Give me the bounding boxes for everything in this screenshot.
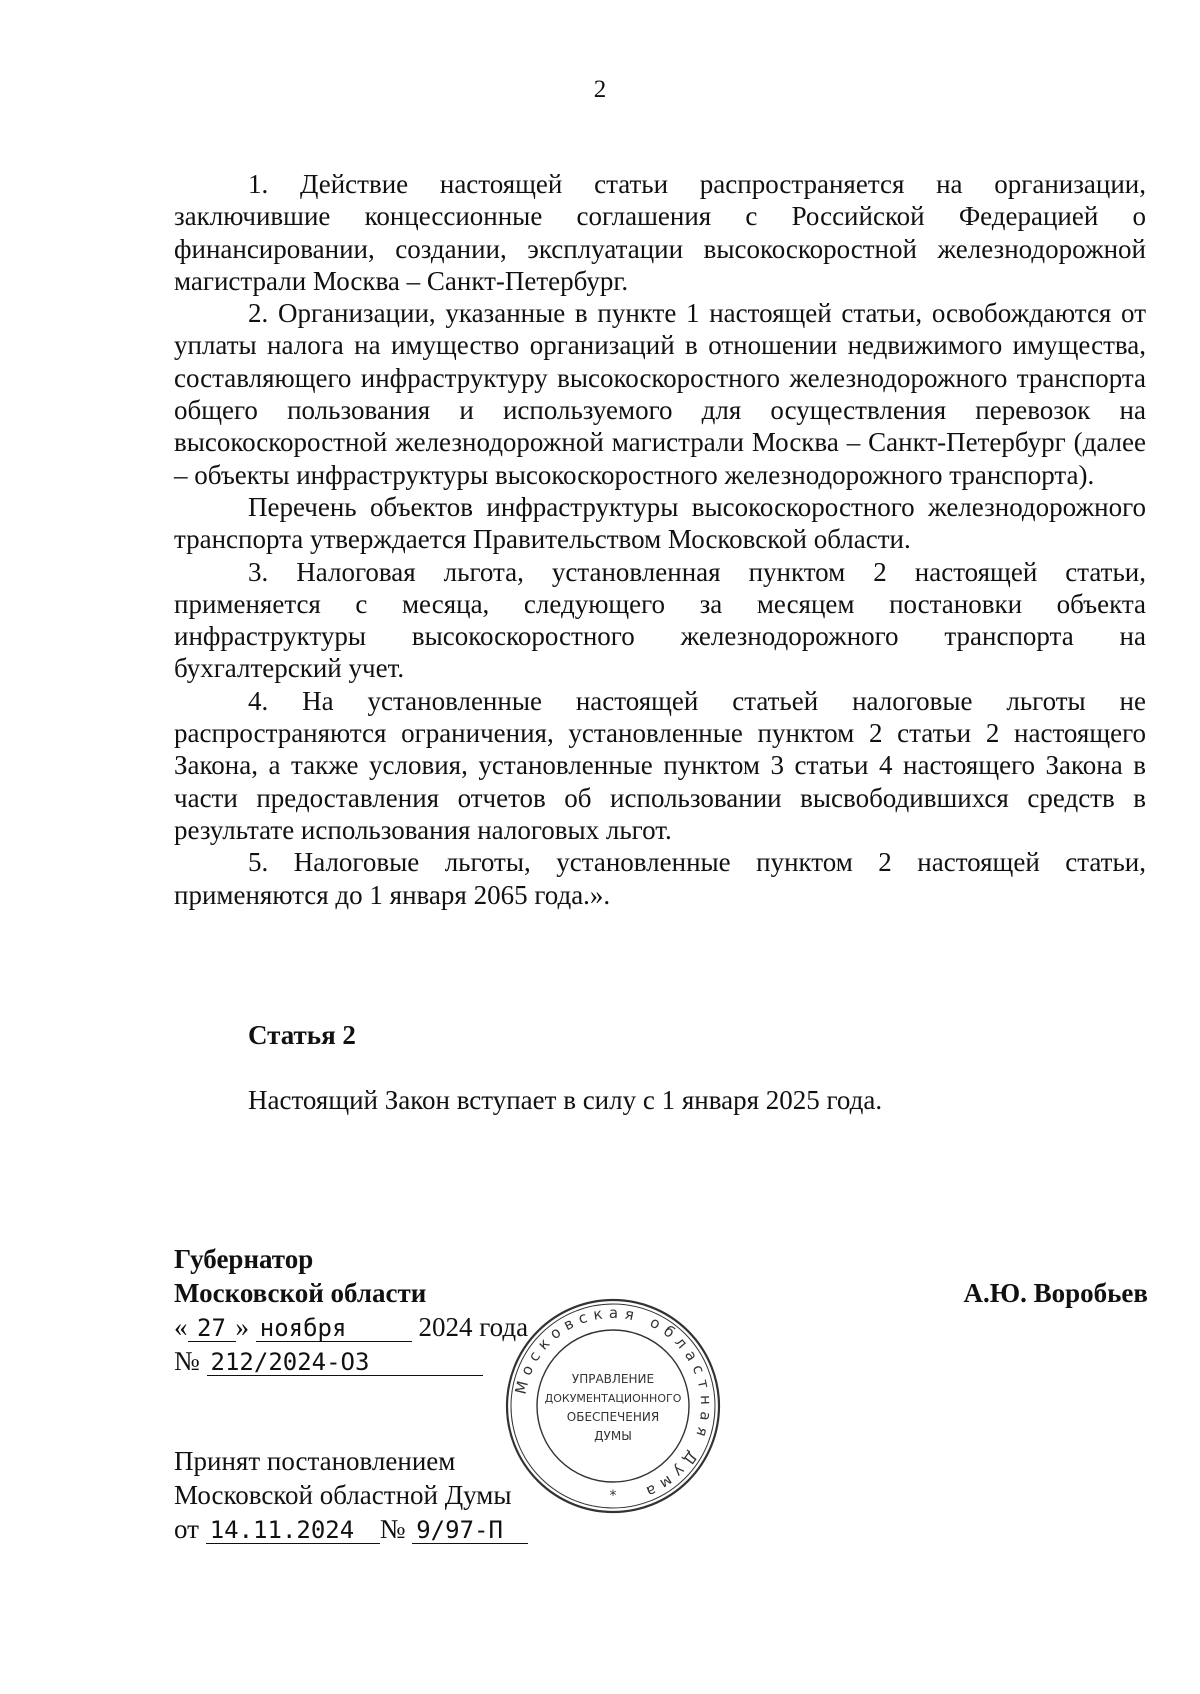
- adoption-line-2: Московской областной Думы: [174, 1480, 512, 1510]
- date-close-quote: »: [235, 1312, 249, 1342]
- article-heading: Статья 2: [248, 1020, 356, 1050]
- law-number: 212/2024-ОЗ: [207, 1349, 483, 1376]
- stamp-center-line-1: УПРАВЛЕНИЕ: [571, 1372, 655, 1386]
- stamp-star-icon: *: [609, 1488, 617, 1504]
- paragraph-3: 3. Налоговая льгота, установленная пунктом 2 настоящей статьи, применяется с месяца, следующего за месяцем постановки объекта инфраструктуры высокоскоростного железнодорожного транспорта на бухгалтерский учет.: [174, 556, 1146, 684]
- stamp-ring-text: Московская областная Дума: [511, 1303, 716, 1504]
- date-open-quote: «: [174, 1312, 188, 1342]
- law-body: [174, 168, 1146, 911]
- stamp-center-line-3: ОБЕСПЕЧЕНИЯ: [566, 1410, 660, 1424]
- law-number-line: [174, 1346, 483, 1377]
- signing-date: [174, 1312, 528, 1343]
- date-day: 27: [188, 1315, 236, 1342]
- stamp-outer-ring: [507, 1300, 719, 1512]
- adoption-date-line: [174, 1514, 528, 1545]
- signatory-region: Московской области: [174, 1278, 427, 1308]
- adoption-line-1: Принят постановлением: [174, 1446, 456, 1476]
- duma-stamp: [503, 1296, 723, 1516]
- signatory-title: Губернатор: [174, 1244, 314, 1274]
- date-month: ноября: [256, 1315, 412, 1342]
- stamp-center-line-4: ДУМЫ: [594, 1429, 632, 1443]
- page-number: 2: [593, 76, 607, 103]
- paragraph-2: 2. Организации, указанные в пункте 1 настоящей статьи, освобождаются от уплаты налога на имущество организаций в отношении недвижимого имущества, составляющего инфраструктуру высокоскоростного железнодорожного транспорта общего пользования и используемого для осуществления перевозок на высокоскоростной железнодорожной магистрали Москва – Санкт-Петербург (далее – объекты инфраструктуры высокоскоростного железнодорожного транспорта).: [174, 298, 1146, 490]
- article-text: Настоящий Закон вступает в силу с 1 января 2025 года.: [248, 1085, 883, 1115]
- paragraph-list-note: Перечень объектов инфраструктуры высокоскоростного железнодорожного транспорта утверждается Правительством Московской области.: [174, 491, 1146, 555]
- date-year: 2024 года: [418, 1312, 529, 1342]
- signatory-name: А.Ю. Воробьев: [963, 1278, 1148, 1308]
- law-number-label: №: [174, 1346, 200, 1376]
- adoption-from-label: от: [174, 1514, 199, 1544]
- adoption-number-label: №: [379, 1514, 406, 1544]
- adoption-date: 14.11.2024: [206, 1517, 380, 1544]
- stamp-center-line-2: ДОКУМЕНТАЦИОННОГО: [544, 1392, 682, 1405]
- paragraph-1: 1. Действие настоящей статьи распространяется на организации, заключившие концессионные соглашения с Российской Федерацией о финансировании, создании, эксплуатации высокоскоростной железнодорожной магистрали Москва – Санкт-Петербург.: [174, 169, 1146, 296]
- paragraph-4: 4. На установленные настоящей статьей налоговые льготы не распространяются ограничения, установленные пунктом 2 статьи 2 настоящего Закона, а также условия, установленные пунктом 3 статьи 4 настоящего Закона в части предоставления отчетов об использовании высвободившихся средств в результате использования налоговых льгот.: [174, 685, 1146, 845]
- paragraph-5: 5. Налоговые льготы, установленные пунктом 2 настоящей статьи, применяются до 1 января 2065 года.».: [174, 847, 1146, 910]
- stamp-inner-ring: [537, 1330, 689, 1482]
- adoption-number: 9/97-П: [412, 1517, 528, 1544]
